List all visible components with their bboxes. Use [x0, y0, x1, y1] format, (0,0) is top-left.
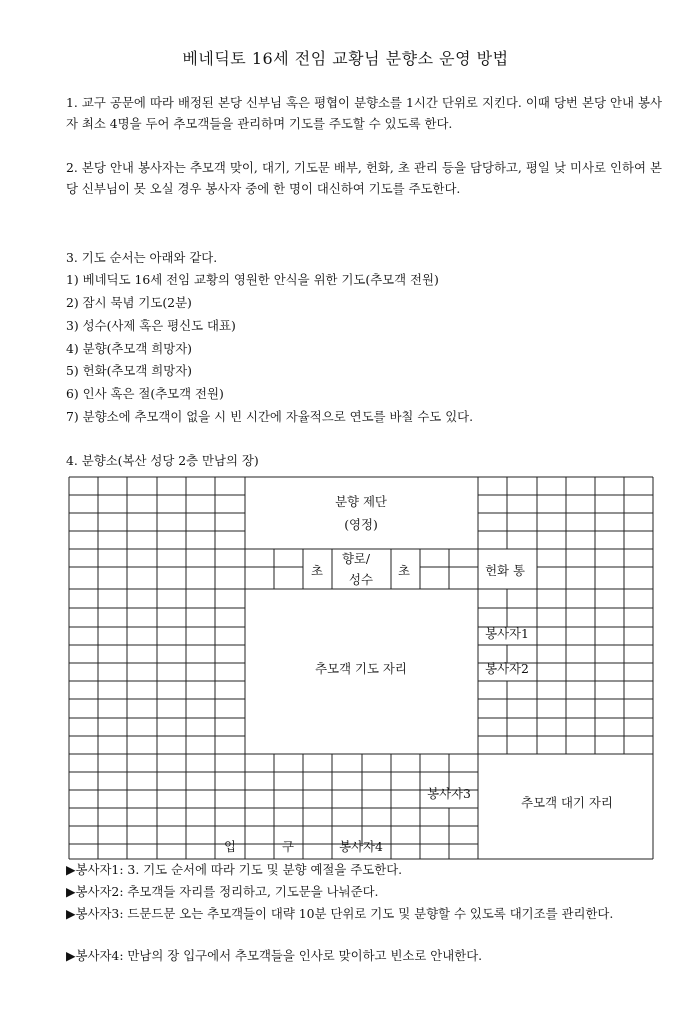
note-volunteer1: ▶봉사자1: 3. 기도 순서에 따라 기도 및 분향 예절을 주도한다.: [66, 862, 403, 877]
altar-label-line1: 분향 제단: [335, 494, 387, 509]
candle-right-label: 초: [398, 563, 410, 578]
altar-label-line2: (영정): [344, 517, 378, 532]
entrance-label: 구: [282, 839, 294, 854]
order-item: 2) 잠시 묵념 기도(2분): [66, 295, 192, 310]
order-item: 5) 헌화(추모객 희망자): [66, 363, 193, 378]
candle-left-label: 초: [311, 563, 323, 578]
volunteer3-label: 봉사자3: [427, 786, 471, 801]
flower-bin-label: 헌화 통: [485, 563, 525, 578]
paragraph-2: 2. 본당 안내 봉사자는 추모객 맞이, 대기, 기도문 배부, 헌화, 초 관리 등을 담당하고, 평일 낮 미사로 인하여 본당 신부님이 못 오실 경우 봉사자 중에 한 명이 대신하여 기도를 주도한다.: [66, 160, 662, 196]
volunteer2-label: 봉사자2: [485, 661, 529, 676]
plan-heading: 4. 분향소(복산 성당 2층 만남의 장): [66, 453, 259, 468]
incense-label-line2: 성수: [349, 572, 373, 587]
mourner-prayer-label: 추모객 기도 자리: [315, 661, 407, 676]
note-volunteer3: ▶봉사자3: 드문드문 오는 추모객들이 대략 10분 단위로 기도 및 분향할 수 있도록 대기조를 관리한다.: [66, 906, 614, 921]
order-item: 3) 성수(사제 혹은 평신도 대표): [66, 318, 236, 333]
note-volunteer4: ▶봉사자4: 만남의 장 입구에서 추모객들을 인사로 맞이하고 빈소로 안내한다.: [66, 948, 483, 963]
incense-label-line1: 향로/: [341, 551, 371, 566]
note-volunteer2: ▶봉사자2: 추모객들 자리를 정리하고, 기도문을 나눠준다.: [66, 884, 379, 899]
entrance-label: 입: [224, 839, 236, 854]
order-item: 7) 분향소에 추모객이 없을 시 빈 시간에 자율적으로 연도를 바칠 수도 있다.: [66, 409, 474, 424]
volunteer4-label: 봉사자4: [339, 839, 383, 854]
paragraph-1: 1. 교구 공문에 따라 배정된 본당 신부님 혹은 평협이 분향소를 1시간 단위로 지킨다. 이때 당번 본당 안내 봉사자 최소 4명을 두어 추모객들을 관리하며 기도를 주도할 수 있도록 한다.: [66, 95, 662, 131]
document-title: 베네딕토 16세 전임 교황님 분향소 운영 방법: [182, 49, 509, 68]
floor-plan-labels: [224, 494, 613, 854]
order-item: 6) 인사 혹은 절(추모객 전원): [66, 386, 224, 401]
mourner-wait-label: 추모객 대기 자리: [521, 795, 613, 810]
order-item: 4) 분향(추모객 희망자): [66, 341, 193, 356]
volunteer1-label: 봉사자1: [485, 626, 529, 641]
order-item: 1) 베네딕도 16세 전임 교황의 영원한 안식을 위한 기도(추모객 전원): [66, 272, 439, 287]
order-heading: 3. 기도 순서는 아래와 같다.: [66, 250, 218, 265]
